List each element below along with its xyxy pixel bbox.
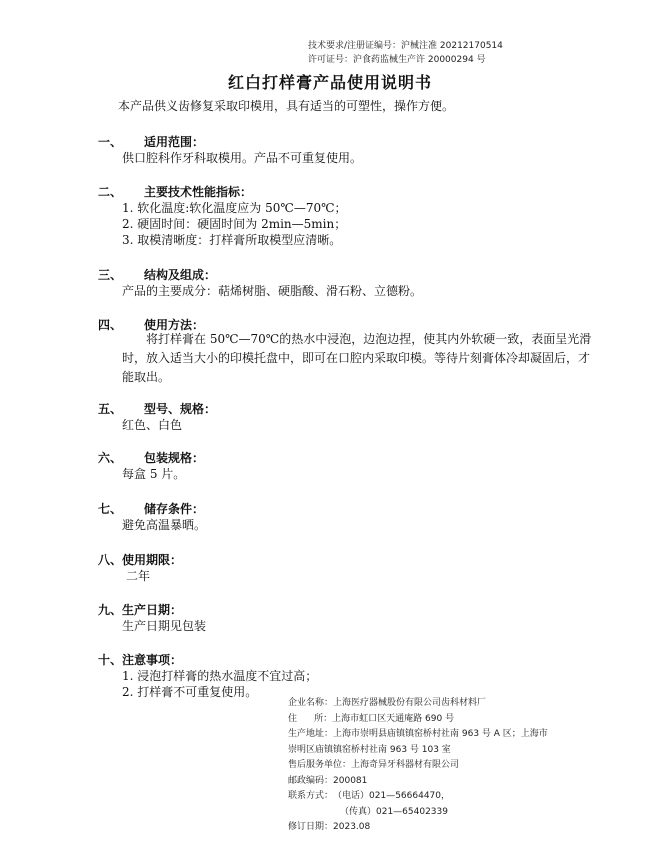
address-row [288,712,648,728]
section-line: 供口腔科作牙科取模用。产品不可重复使用。 [122,151,363,165]
revision-date: 2023.08 [333,822,371,832]
plant-address-row [288,727,648,743]
section-number: 四、 [98,318,123,332]
section-number: 三、 [98,268,123,282]
section-line: 生产日期见包装 [122,619,207,633]
section-number: 八、 [98,553,123,567]
phone-number: （电话）021—56664470， [333,791,451,801]
section-line: 避免高温暴晒。 [122,518,207,532]
field-label: 售后服务单位： [288,760,352,770]
list-item: 1. 浸泡打样膏的热水温度不宜过高； [122,669,318,683]
section-title: 使用期限： [122,553,183,567]
section-number: 十、 [98,653,123,667]
section-number: 七、 [98,502,123,516]
list-item: 2. 硬固时间：硬固时间为 2min—5min； [122,217,347,231]
section-title: 使用方法： [144,318,205,332]
section-number: 九、 [98,603,123,617]
section-number: 二、 [98,185,123,199]
list-item: 1. 软化温度:软化温度应为 50℃—70℃； [122,201,347,215]
section-number: 五、 [98,402,123,416]
document-title: 红白打样膏产品使用说明书 [227,73,432,92]
zip-row [288,774,648,790]
section-title: 注意事项： [122,653,183,667]
field-label: 联系方式： [288,791,334,801]
field-label: 住 所： [288,713,333,724]
service-company: 上海奇异牙科器材有限公司 [351,760,460,770]
plant-address-continued: 崇明区庙镇镇窑桥村社南 963 号 103 室 [288,744,451,755]
field-label: 生产地址： [288,729,334,739]
list-item: 3. 取模清晰度：打样膏所取模型应清晰。 [122,233,342,247]
company-name-row [288,696,648,712]
field-label: 邮政编码： [288,775,334,786]
section-line: 每盒 5 片。 [122,467,186,481]
company-info [288,696,648,836]
plant-address: 上海市崇明县庙镇镇窑桥村社南 963 号 A 区；上海市 [333,729,548,739]
field-label: 企业名称： [288,698,334,708]
fax-number: （传真）021—65402339 [340,806,448,817]
section-title: 主要技术性能指标： [144,185,253,199]
section-title: 结构及组成： [144,268,217,282]
field-label: 修订日期： [288,822,334,832]
list-item: 2. 打样膏不可重复使用。 [122,685,258,699]
contact-row [288,789,648,805]
section-title: 储存条件： [144,502,205,516]
section-line: 红色、白色 [122,418,183,432]
license-number: 许可证号：沪食药监械生产许 20000294 号 [308,55,486,65]
revision-row [288,820,648,836]
section-title: 适用范围： [144,135,205,149]
section-line: 二年 [126,569,151,583]
company-address: 上海市虹口区天通庵路 690 号 [332,713,455,724]
section-number: 六、 [98,451,123,465]
intro-text: 本产品供义齿修复采取印模用，具有适当的可塑性，操作方便。 [118,99,455,113]
company-name: 上海医疗器械股份有限公司齿科材料厂 [333,698,487,708]
usage-paragraph: 将打样膏在 50℃—70℃的热水中浸泡，边泡边捏，使其内外软硬一致，表面呈光滑时，放入适当大小的印模托盘中，即可在口腔内采取印模。等待片刻膏体冷却凝固后，才能取出。 [122,332,592,384]
registration-number: 技术要求/注册证编号：沪械注准 20212170514 [308,41,503,51]
section-number: 一、 [98,135,123,149]
service-row [288,758,648,774]
section-line: 产品的主要成分：萜烯树脂、硬脂酸、滑石粉、立德粉。 [122,284,423,298]
zip-code: 200081 [333,775,368,786]
section-title: 包装规格： [144,451,205,465]
fax-row [288,805,648,821]
section-title: 型号、规格： [144,402,217,416]
section-title: 生产日期： [122,603,183,617]
